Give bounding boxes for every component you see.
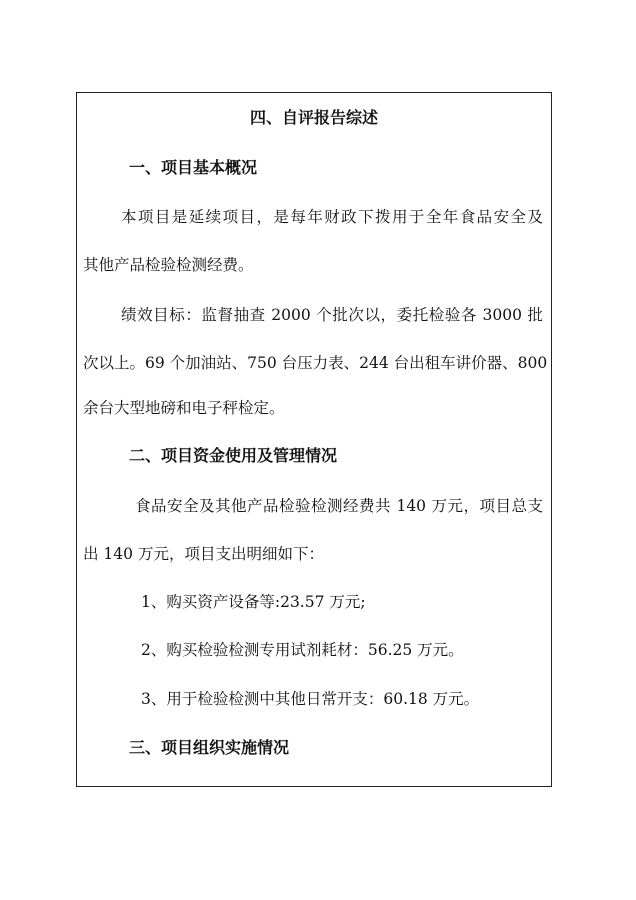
section1-para2-line3: 余台大型地磅和电子秤检定。 xyxy=(83,399,285,417)
section2-item-2: 2、购买检验检测专用试剂耗材：56.25 万元。 xyxy=(141,641,464,659)
section1-para2-line1: 绩效目标：监督抽查 2000 个批次以，委托检验各 3000 批 xyxy=(121,306,543,324)
section1-para2-line2: 次以上。69 个加油站、750 台压力表、244 台出租车讲价器、800 xyxy=(83,354,548,372)
report-title: 四、自评报告综述 xyxy=(249,108,378,127)
section1-para1-line1: 本项目是延续项目，是每年财政下拨用于全年食品安全及 xyxy=(121,208,543,226)
section2-para1-line2: 出 140 万元，项目支出明细如下： xyxy=(83,545,324,563)
section2-item-1: 1、购买资产设备等:23.57 万元; xyxy=(141,593,366,611)
section2-heading: 二、项目资金使用及管理情况 xyxy=(129,446,338,465)
section1-para1-line2: 其他产品检验检测经费。 xyxy=(83,256,254,274)
report-frame xyxy=(76,92,552,787)
section1-heading: 一、项目基本概况 xyxy=(129,158,258,177)
section2-item-3: 3、用于检验检测中其他日常开支：60.18 万元。 xyxy=(141,690,480,708)
section2-para1-line1: 食品安全及其他产品检验检测经费共 140 万元，项目总支 xyxy=(135,497,543,515)
section3-heading: 三、项目组织实施情况 xyxy=(129,738,290,757)
